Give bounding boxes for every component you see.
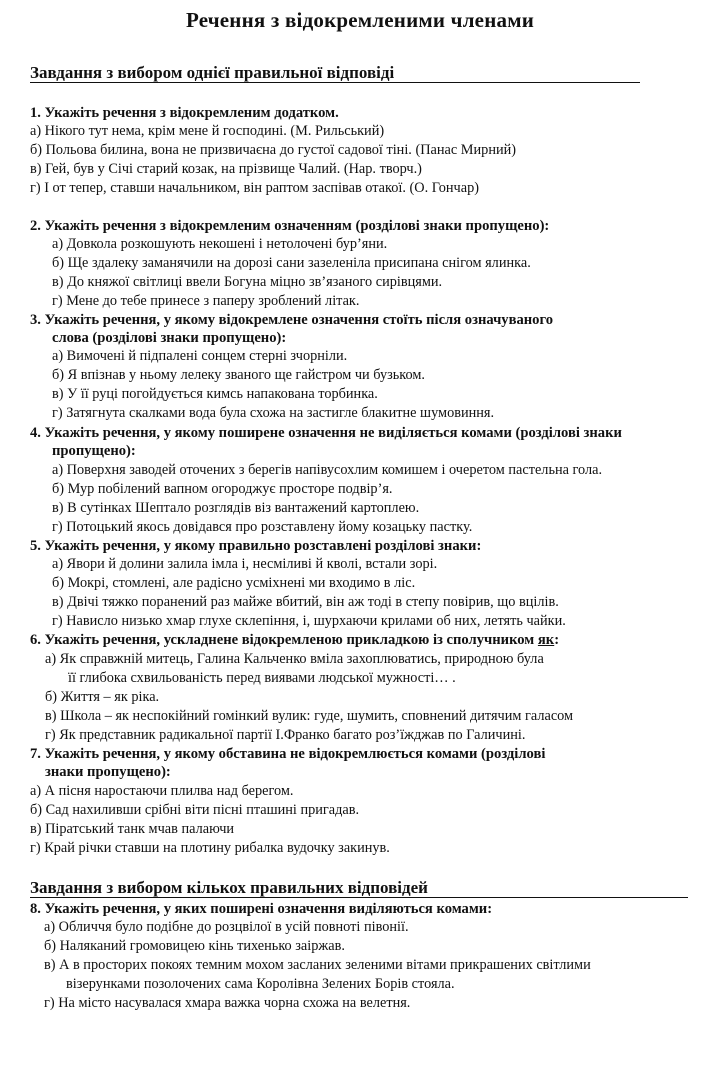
question-3-option-d: г) Затягнута скалками вода була схожа на застигле блакитне шумовиння. (52, 405, 495, 421)
question-7-option-b: б) Сад нахиливши срібні віти пісні пташині пригадав. (30, 802, 360, 818)
question-2-option-c: в) До княжої світлиці ввели Богуна міцно зв’язаного сирівцями. (52, 274, 443, 290)
question-6-prompt (30, 631, 559, 649)
question-4-option-a: а) Поверхня заводей оточених з берегів напівусохлим комишем і очеретом пастельна гола. (52, 462, 603, 478)
question-5-option-b: б) Мокрі, стомлені, але радісно усміхнені ми входимо в ліс. (52, 575, 416, 591)
question-2-option-a: а) Довкола розкошують некошені і нетолочені бур’яни. (52, 236, 388, 252)
question-2-option-b: б) Ще здалеку заманячили на дорозі сани зазеленіла присипана снігом ялинка. (52, 255, 531, 271)
question-7-option-c: в) Піратський танк мчав палаючи (30, 821, 235, 837)
question-4-prompt-line2: пропущено): (52, 443, 136, 459)
question-6-option-b: б) Життя – як ріка. (45, 689, 160, 705)
section-heading-single-choice: Завдання з вибором однієї правильної відповіді (30, 63, 640, 83)
question-6-option-a-line2: її глибока схвильованість перед виявами людської мужності… . (68, 670, 456, 686)
question-6-option-a-line1: а) Як справжній митець, Галина Кальченко вміла захоплюватись, природною була (45, 651, 544, 667)
question-5-option-a: а) Явори й долини залила імла і, несміливі й кволі, встали зорі. (52, 556, 438, 572)
question-4-option-b: б) Мур побілений вапном огороджує просторе подвір’я. (52, 481, 393, 497)
question-3-option-c: в) У її руці погойдується кимсь напакована торбинка. (52, 386, 378, 402)
question-5-prompt: 5. Укажіть речення, у якому правильно розставлені розділові знаки: (30, 538, 482, 554)
question-1-option-c: в) Гей, був у Січі старий козак, на прізвище Чалий. (Нар. творч.) (30, 161, 422, 177)
question-6-prompt-text: 6. Укажіть речення, ускладнене відокремленою прикладкою із сполучником (30, 632, 538, 648)
question-8-prompt: 8. Укажіть речення, у яких поширені означення виділяються комами: (30, 901, 493, 917)
question-6-option-c: в) Школа – як неспокійний гомінкий вулик: гуде, шумить, сповнений дитячим галасом (45, 708, 574, 724)
question-7-option-d: г) Край річки ставши на плотину рибалка вудочку закинув. (30, 840, 390, 856)
question-5-option-d: г) Нависло низько хмар глухе склепіння, і, шурхаючи крилами об них, летять чайки. (52, 613, 566, 629)
question-6-prompt-emphasis: як (537, 632, 555, 648)
question-2-option-d: г) Мене до тебе принесе з паперу зроблений літак. (52, 293, 360, 309)
question-8-option-d: г) На місто насувалася хмара важка чорна схожа на велетня. (44, 995, 411, 1011)
question-3-prompt-line1: 3. Укажіть речення, у якому відокремлене означення стоїть після означуваного (30, 312, 554, 328)
question-6-option-d: г) Як представник радикальної партії І.Франко багато роз’їжджав по Галичині. (45, 727, 526, 743)
question-3-prompt-line2: слова (розділові знаки пропущено): (52, 330, 287, 346)
question-8-option-c-line1: в) А в просторих покоях темним мохом засланих зеленими вітами прикрашених світлими (44, 957, 591, 973)
question-1-prompt: 1. Укажіть речення з відокремленим додатком. (30, 105, 339, 121)
question-7-prompt-line1: 7. Укажіть речення, у якому обставина не відокремлюється комами (розділові (30, 746, 546, 762)
question-3-option-a: а) Вимочені й підпалені сонцем стерні зчорніли. (52, 348, 348, 364)
question-1-option-d: г) І от тепер, ставши начальником, він раптом заспівав отакої. (О. Гончар) (30, 180, 479, 196)
question-5-option-c: в) Двічі тяжко поранений раз майже вбитий, він аж тоді в степу повірив, що вцілів. (52, 594, 559, 610)
page-title: Речення з відокремленими членами (185, 8, 535, 32)
question-7-option-a: а) А пісня наростаючи плилва над берегом. (30, 783, 294, 799)
question-8-option-c-line2: візерунками позолочених сама Королівна Зелених Борів стояла. (66, 976, 455, 992)
question-2-prompt: 2. Укажіть речення з відокремленим означенням (розділові знаки пропущено): (30, 218, 550, 234)
question-4-option-d: г) Потоцький якось довідався про розставлену йому козацьку пастку. (52, 519, 473, 535)
question-7-prompt-line2: знаки пропущено): (45, 764, 171, 780)
question-8-option-a: а) Обличчя було подібне до розцвілої в усій повноті півонії. (44, 919, 409, 935)
question-8-option-b: б) Наляканий громовицею кінь тихенько заіржав. (44, 938, 345, 954)
question-3-option-b: б) Я впізнав у ньому лелеку званого ще гайстром чи бузьком. (52, 367, 425, 383)
question-1-option-a: а) Нікого тут нема, крім мене й господині. (М. Рильський) (30, 123, 385, 139)
section-heading-multiple-choice: Завдання з вибором кількох правильних відповідей (30, 878, 688, 898)
question-4-prompt-line1: 4. Укажіть речення, у якому поширене означення не виділяється комами (розділові знаки (30, 425, 622, 441)
question-6-prompt-end: : (554, 632, 560, 648)
question-4-option-c: в) В сутінках Шептало розглядів віз вантажений картоплею. (52, 500, 420, 516)
question-1-option-b: б) Польова билина, вона не призвичаєна до густої садової тіні. (Панас Мирний) (30, 142, 517, 158)
